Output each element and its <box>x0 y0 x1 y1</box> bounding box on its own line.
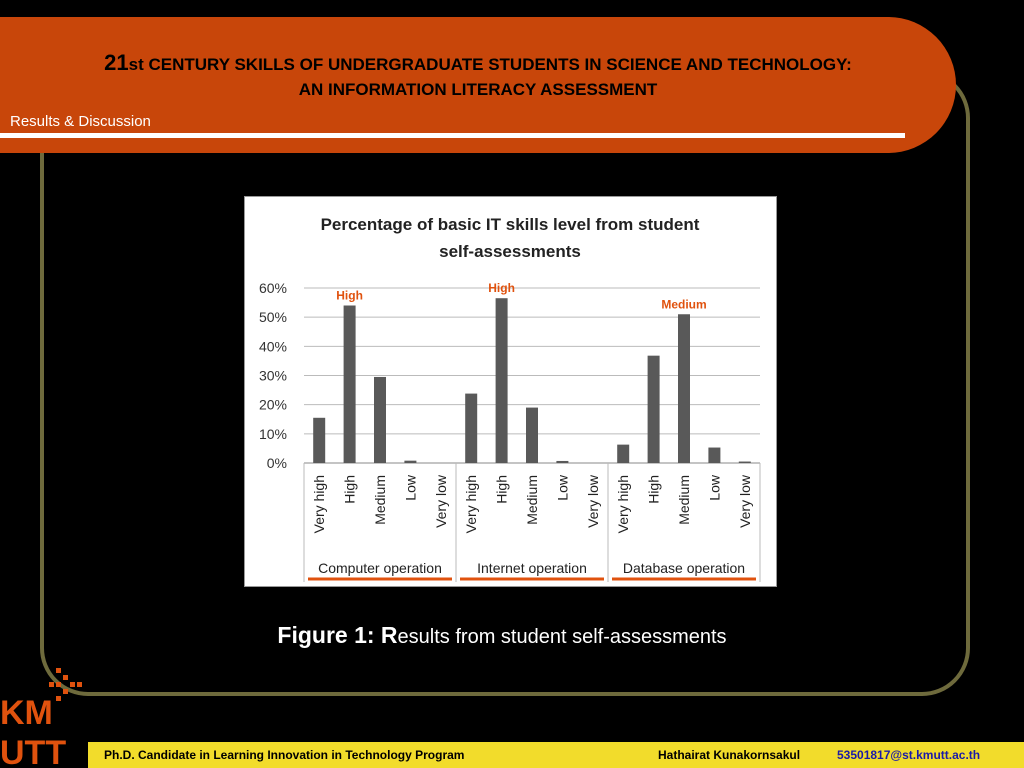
bar <box>556 461 568 463</box>
chart-title-line: Percentage of basic IT skills level from student <box>320 215 700 234</box>
bar <box>465 394 477 463</box>
bar <box>678 314 690 463</box>
figure-caption <box>0 622 1004 649</box>
group-label: Computer operation <box>318 560 442 576</box>
title-divider <box>0 133 905 138</box>
bar <box>526 408 538 463</box>
x-tick-label: Low <box>554 475 571 501</box>
bar-chart <box>245 197 776 586</box>
bar <box>648 356 660 463</box>
x-tick-label: Medium <box>372 475 388 525</box>
caption-prefix: Figure 1: R <box>277 622 398 648</box>
logo-text-bottom: UTT <box>0 734 67 768</box>
x-tick-label: Low <box>402 475 419 501</box>
y-tick-label: 60% <box>258 280 287 296</box>
x-tick-label: Medium <box>676 475 692 525</box>
logo-text-top: KM <box>0 694 53 732</box>
x-tick-label: Very high <box>615 475 632 534</box>
title-number: 21 <box>104 50 129 75</box>
bar-annotation: Medium <box>661 297 707 312</box>
section-label: Results & Discussion <box>10 113 151 130</box>
bar <box>739 462 751 463</box>
chart-title-line: self-assessments <box>439 242 581 261</box>
bar <box>404 461 416 463</box>
page-title <box>0 50 956 102</box>
bar <box>374 377 386 463</box>
x-tick-label: High <box>645 475 662 504</box>
y-tick-label: 30% <box>258 367 287 384</box>
bar-annotation: High <box>336 288 363 303</box>
chart-container <box>244 196 777 587</box>
footer-email[interactable]: 53501817@st.kmutt.ac.th <box>837 748 981 762</box>
title-line-2: AN INFORMATION LITERACY ASSESSMENT <box>298 80 658 99</box>
y-tick-label: 40% <box>258 338 287 355</box>
x-tick-label: High <box>341 475 358 504</box>
x-tick-label: Very high <box>311 475 328 534</box>
caption-text: esults from student self-assessments <box>397 626 727 648</box>
x-tick-label: Very low <box>432 475 449 528</box>
bar-annotation: High <box>488 281 515 296</box>
x-tick-label: Very low <box>736 475 753 528</box>
y-tick-label: 50% <box>258 309 287 326</box>
x-tick-label: Very high <box>463 475 480 534</box>
bar <box>496 298 508 463</box>
footer-bar <box>88 742 1024 768</box>
y-tick-label: 20% <box>258 396 287 413</box>
y-tick-label: 0% <box>266 455 287 471</box>
y-tick-label: 10% <box>258 425 287 442</box>
footer-author: Hathairat Kunakornsakul <box>658 748 801 762</box>
kmutt-logo <box>0 662 90 768</box>
bar <box>617 445 629 463</box>
x-tick-label: High <box>493 475 510 504</box>
bar <box>344 306 356 464</box>
group-label: Database operation <box>622 560 746 576</box>
x-tick-label: Low <box>706 475 723 501</box>
group-label: Internet operation <box>477 560 587 576</box>
x-tick-label: Very low <box>584 475 601 528</box>
bar <box>313 418 325 463</box>
bar <box>708 448 720 463</box>
x-tick-label: Medium <box>524 475 540 525</box>
footer-program: Ph.D. Candidate in Learning Innovation in Technology Program <box>104 748 465 762</box>
title-line-1: st CENTURY SKILLS OF UNDERGRADUATE STUDENTS IN SCIENCE AND TECHNOLOGY: <box>128 55 852 74</box>
